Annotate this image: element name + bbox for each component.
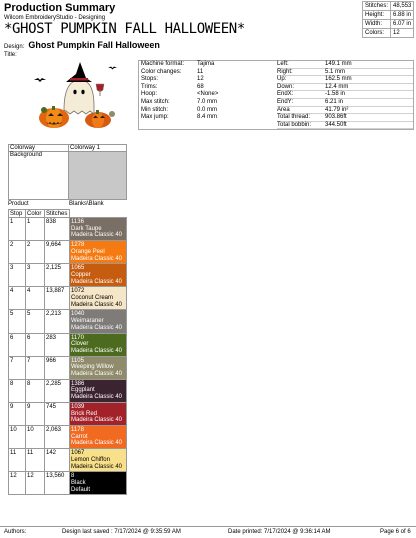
- stop-row: [9, 425, 127, 448]
- stop-stop-cell: 11: [9, 449, 26, 472]
- info-value: 11: [197, 68, 204, 75]
- stat-value: 48,553: [391, 2, 414, 11]
- thread-swatch: [70, 241, 126, 263]
- thread-name: Copper: [71, 271, 91, 278]
- thread-name: Dark Taupe: [71, 225, 102, 232]
- stat-row: [363, 11, 414, 20]
- stop-color-cell: 11: [26, 449, 45, 472]
- stop-stitches-cell: 142: [45, 449, 70, 472]
- thread-name: Black: [71, 479, 86, 486]
- info-value: 0.0 mm: [197, 106, 218, 113]
- stat-label: Stitches:: [363, 2, 391, 11]
- info-value: 12.4 mm: [325, 83, 349, 90]
- stat-label: Height:: [363, 11, 391, 20]
- machine-info-right: [277, 61, 413, 129]
- thread-brand: Madeira Classic 40: [71, 278, 123, 285]
- stop-row: [9, 287, 127, 310]
- info-value: -1.58 in: [325, 91, 346, 98]
- info-row: [141, 76, 218, 84]
- thread-brand: Madeira Classic 40: [71, 440, 123, 447]
- stop-stop-cell: 10: [9, 425, 26, 448]
- background-swatch: [69, 152, 127, 200]
- info-value: 7.0 mm: [197, 98, 218, 105]
- thread-name: Lemon Chiffon: [71, 456, 110, 463]
- info-row: [277, 122, 413, 130]
- title-label: Title:: [4, 52, 17, 58]
- thread-swatch-cell: [70, 310, 127, 333]
- info-value: 903.86ft: [325, 114, 347, 121]
- info-value: <None>: [197, 91, 219, 98]
- stop-stop-cell: 12: [9, 472, 26, 495]
- info-value: Tajima: [197, 61, 215, 67]
- info-row: [277, 91, 413, 99]
- stop-color-cell: 5: [26, 310, 45, 333]
- info-row: [141, 69, 218, 77]
- thread-swatch-cell: [70, 379, 127, 402]
- colorway-background-row: [9, 152, 127, 200]
- stat-row: [363, 2, 414, 11]
- design-preview-image: [24, 60, 128, 130]
- info-row: [277, 61, 413, 69]
- thread-swatch: [70, 426, 126, 448]
- thread-brand: Madeira Classic 40: [71, 394, 123, 401]
- col-header-swatch: [70, 210, 127, 218]
- thread-swatch-cell: [70, 449, 127, 472]
- thread-brand: Madeira Classic 40: [71, 232, 123, 239]
- machine-info-panel: [138, 60, 414, 130]
- stop-row: [9, 310, 127, 333]
- col-header-stop: Stop: [9, 210, 26, 218]
- stop-stop-cell: 7: [9, 356, 26, 379]
- thread-swatch: [70, 287, 126, 309]
- stop-stitches-cell: 745: [45, 402, 70, 425]
- thread-code: 1178: [71, 426, 84, 433]
- thread-code: 1040: [71, 311, 85, 318]
- info-label: EndY:: [277, 98, 294, 105]
- info-row: [141, 61, 218, 69]
- colorway-table: [8, 144, 127, 200]
- thread-name: Weeping Willow: [71, 364, 114, 371]
- info-label: Down:: [277, 83, 295, 90]
- stop-color-cell: 3: [26, 264, 45, 287]
- info-label: Area: [277, 106, 290, 113]
- thread-swatch-cell: [70, 287, 127, 310]
- thread-name: Coconut Cream: [71, 295, 114, 302]
- info-label: Left:: [277, 61, 289, 67]
- colorway-header-row: [9, 145, 127, 152]
- thread-brand: Madeira Classic 40: [71, 417, 123, 424]
- info-label: Max stitch:: [141, 98, 170, 105]
- info-label: Machine format:: [141, 61, 185, 67]
- stop-stop-cell: 6: [9, 333, 26, 356]
- thread-code: 8: [71, 473, 75, 480]
- info-row: [277, 69, 413, 77]
- info-label: Stops:: [141, 76, 159, 83]
- thread-code: 1039: [71, 403, 85, 410]
- stat-label: Width:: [363, 20, 391, 29]
- ghost: [64, 80, 94, 114]
- thread-swatch: [70, 357, 126, 379]
- stop-row: [9, 356, 127, 379]
- thread-code: 1386: [71, 380, 85, 387]
- info-row: [141, 114, 218, 122]
- thread-code: 1105: [71, 357, 84, 364]
- stop-stitches-cell: 9,664: [45, 241, 70, 264]
- thread-swatch-cell: [70, 472, 127, 495]
- product-label: Product: [8, 201, 29, 207]
- info-label: EndX:: [277, 91, 294, 98]
- stop-stitches-cell: 966: [45, 356, 70, 379]
- stop-color-cell: 10: [26, 425, 45, 448]
- thread-name: Carrot: [71, 433, 88, 440]
- info-value: 162.5 mm: [325, 76, 352, 83]
- thread-swatch: [70, 380, 126, 402]
- thread-brand: Madeira Classic 40: [71, 255, 123, 262]
- info-label: Total bobbin:: [277, 121, 312, 128]
- design-banner: *GHOST PUMPKIN FALL HALLOWEEN*: [4, 21, 245, 37]
- thread-swatch-cell: [70, 241, 127, 264]
- thread-swatch: [70, 264, 126, 286]
- thread-code: 1278: [71, 242, 85, 249]
- background-label: Background: [9, 152, 69, 200]
- stop-stop-cell: 9: [9, 402, 26, 425]
- stop-row: [9, 264, 127, 287]
- thread-name: Brick Red: [71, 410, 98, 417]
- info-value: 68: [197, 83, 204, 90]
- stop-color-cell: 12: [26, 472, 45, 495]
- thread-brand: Madeira Classic 40: [71, 371, 123, 378]
- info-label: Hoop:: [141, 91, 158, 98]
- stat-value: 12: [391, 29, 414, 38]
- info-value: 41.79 in²: [325, 106, 349, 113]
- stop-color-cell: 8: [26, 379, 45, 402]
- report-title: Production Summary: [4, 2, 116, 14]
- stop-stop-cell: 4: [9, 287, 26, 310]
- thread-swatch-cell: [70, 333, 127, 356]
- stop-stitches-cell: 2,213: [45, 310, 70, 333]
- stop-stitches-cell: 838: [45, 218, 70, 241]
- col-header-stitches: Stitches: [45, 210, 70, 218]
- design-name: Ghost Pumpkin Fall Halloween: [28, 40, 160, 50]
- stop-stop-cell: 5: [9, 310, 26, 333]
- info-row: [277, 84, 413, 92]
- thread-swatch: [70, 472, 126, 494]
- thread-code: 1170: [71, 334, 84, 341]
- thread-swatch: [70, 310, 126, 332]
- app-subtitle: Wilcom EmbroideryStudio - Designing: [4, 15, 106, 21]
- thread-brand: Madeira Classic 40: [71, 347, 123, 354]
- stop-color-cell: 2: [26, 241, 45, 264]
- thread-brand: Madeira Classic 40: [71, 324, 123, 331]
- info-row: [141, 84, 218, 92]
- footer: [0, 526, 416, 535]
- info-label: Max jump:: [141, 114, 169, 121]
- witch-hat: [66, 62, 92, 82]
- thread-swatch-cell: [70, 356, 127, 379]
- info-label: Min stitch:: [141, 106, 169, 113]
- thread-swatch-cell: [70, 402, 127, 425]
- stop-color-cell: 6: [26, 333, 45, 356]
- stops-header-row: [9, 210, 127, 218]
- stop-stop-cell: 2: [9, 241, 26, 264]
- info-value: 6.21 in: [325, 98, 344, 105]
- stop-row: [9, 449, 127, 472]
- thread-swatch-cell: [70, 425, 127, 448]
- thread-name: Orange Peel: [71, 248, 105, 255]
- stop-stop-cell: 3: [9, 264, 26, 287]
- stop-row: [9, 402, 127, 425]
- pumpkin-right: [85, 110, 111, 128]
- thread-brand: Madeira Classic 40: [71, 463, 123, 470]
- info-row: [141, 99, 218, 107]
- stop-stitches-cell: 13,560: [45, 472, 70, 495]
- info-row: [277, 107, 413, 115]
- stat-row: [363, 20, 414, 29]
- thread-name: Clover: [71, 341, 89, 348]
- info-value: 8.4 mm: [197, 114, 218, 121]
- stop-stitches-cell: 13,887: [45, 287, 70, 310]
- thread-swatch-cell: [70, 218, 127, 241]
- info-label: Up:: [277, 76, 287, 83]
- stop-stitches-cell: 2,125: [45, 264, 70, 287]
- footer-date-printed: Date printed: 7/17/2024 @ 9:36:14 AM: [228, 529, 331, 535]
- stop-row: [9, 241, 127, 264]
- info-row: [277, 76, 413, 84]
- stop-color-cell: 4: [26, 287, 45, 310]
- info-row: [277, 99, 413, 107]
- thread-code: 1072: [71, 288, 85, 295]
- info-value: 5.1 mm: [325, 68, 346, 75]
- design-label: Design:: [4, 44, 25, 50]
- thread-swatch: [70, 403, 126, 425]
- thread-name: Weimaraner: [71, 318, 104, 325]
- thread-code: 1065: [71, 265, 85, 272]
- info-label: Right:: [277, 68, 293, 75]
- stops-table: [8, 209, 127, 495]
- stop-stitches-cell: 2,285: [45, 379, 70, 402]
- stat-value: 6.88 in: [391, 11, 414, 20]
- thread-code: 1136: [71, 219, 84, 225]
- colorway-name: Colorway 1: [69, 145, 127, 152]
- thread-code: 1067: [71, 450, 85, 457]
- thread-swatch: [70, 449, 126, 471]
- info-row: [141, 107, 218, 115]
- stop-stitches-cell: 283: [45, 333, 70, 356]
- stop-row: [9, 218, 127, 241]
- stop-row: [9, 472, 127, 495]
- colorway-header: Colorway: [9, 145, 69, 152]
- info-value: 344.50ft: [325, 121, 347, 128]
- info-row: [277, 114, 413, 122]
- info-label: Total thread:: [277, 114, 311, 121]
- thread-brand: Default: [71, 486, 91, 493]
- thread-swatch-cell: [70, 264, 127, 287]
- stat-label: Colors:: [363, 29, 391, 38]
- stop-color-cell: 7: [26, 356, 45, 379]
- col-header-color: Color: [26, 210, 45, 218]
- wine-glass: [96, 84, 104, 96]
- stats-table: [362, 1, 414, 38]
- stat-value: 6.07 in: [391, 20, 414, 29]
- thread-swatch: [70, 334, 126, 356]
- stop-row: [9, 333, 127, 356]
- thread-name: Eggplant: [71, 387, 95, 394]
- stops-body: [9, 218, 127, 495]
- stop-color-cell: 1: [26, 218, 45, 241]
- stop-stop-cell: 8: [9, 379, 26, 402]
- stop-color-cell: 9: [26, 402, 45, 425]
- stat-row: [363, 29, 414, 38]
- machine-info-left: [141, 61, 218, 122]
- design-line: [4, 40, 160, 50]
- thread-brand: Madeira Classic 40: [71, 301, 123, 308]
- info-value: 149.1 mm: [325, 61, 352, 67]
- info-row: [141, 91, 218, 99]
- footer-page-number: Page 6 of 6: [380, 529, 411, 535]
- thread-swatch: [70, 218, 126, 240]
- footer-authors: Authors:: [4, 529, 27, 535]
- blanks-label: Blanks\Blank: [69, 201, 104, 207]
- stop-row: [9, 379, 127, 402]
- footer-last-saved: Design last saved : 7/17/2024 @ 9:35:59 AM: [62, 529, 181, 535]
- stop-stop-cell: 1: [9, 218, 26, 241]
- info-label: Color changes:: [141, 68, 182, 75]
- stop-stitches-cell: 2,063: [45, 425, 70, 448]
- info-label: Trims:: [141, 83, 158, 90]
- info-value: 12: [197, 76, 204, 83]
